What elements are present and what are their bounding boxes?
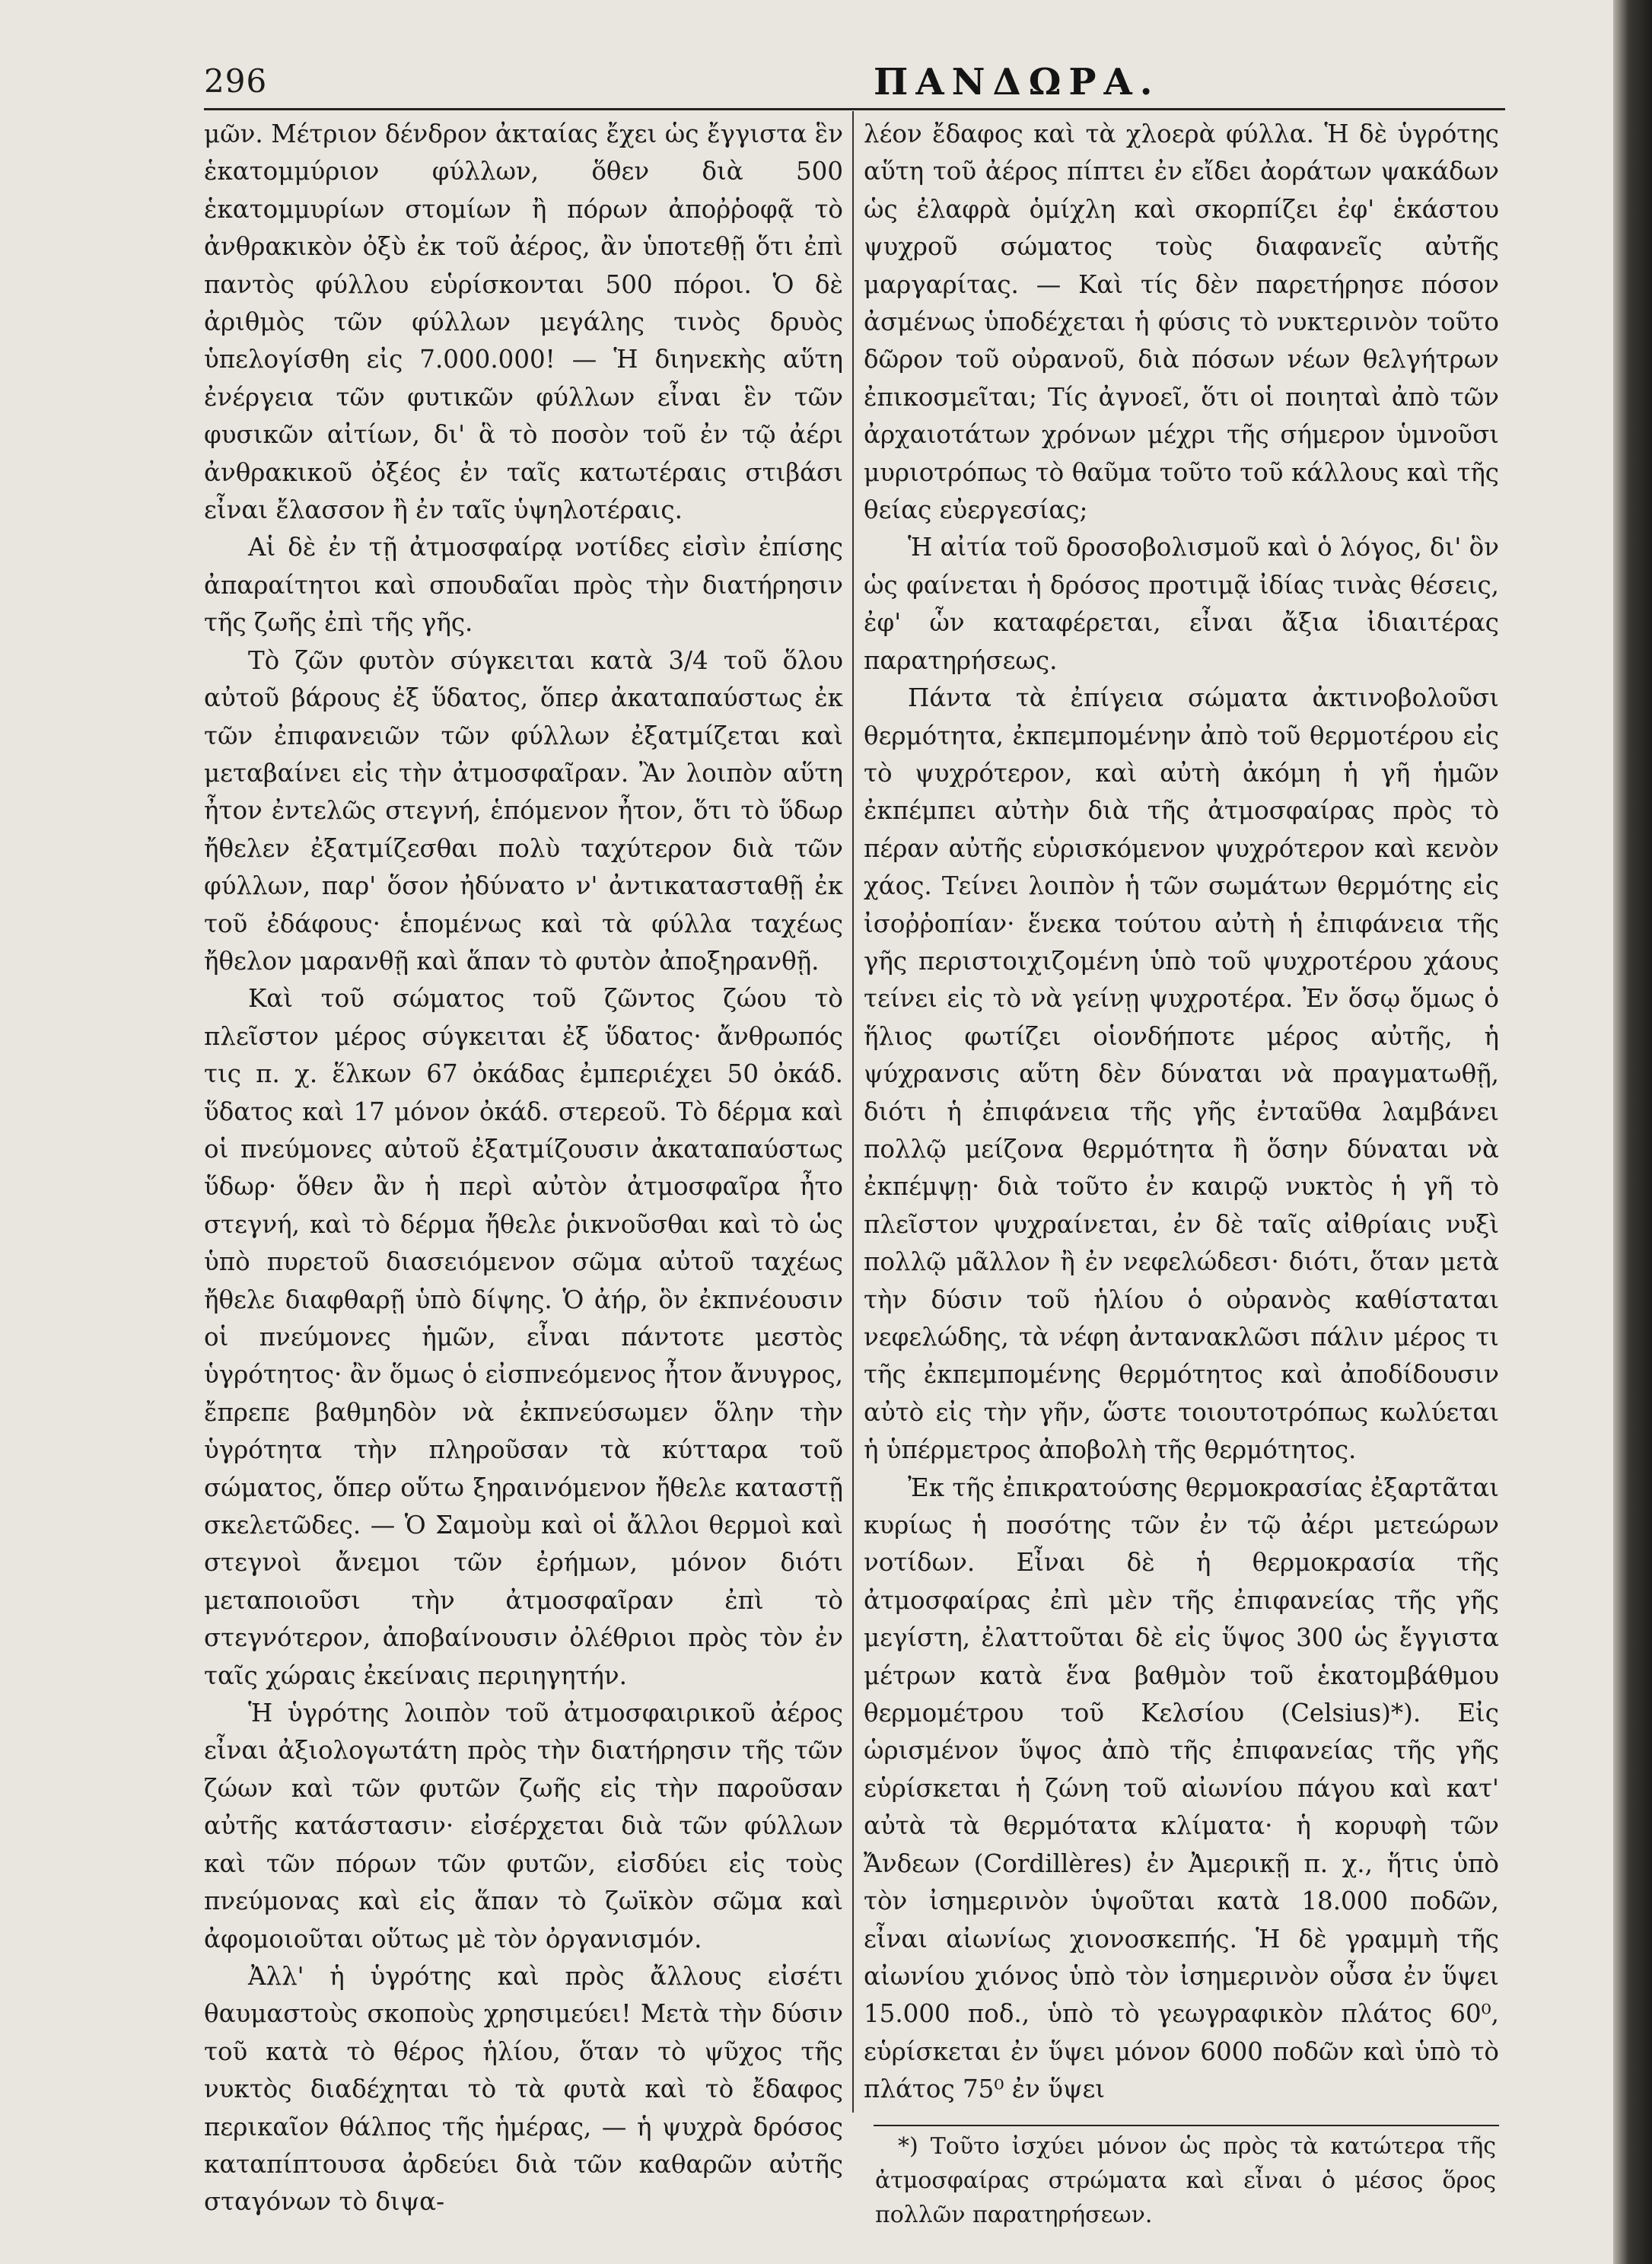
paragraph: Τὸ ζῶν φυτὸν σύγκειται κατὰ 3/4 τοῦ ὅλου αὐτοῦ βάρους ἐξ ὕδατος, ὅπερ ἀκαταπαύστως ἐκ τῶν ἐπιφανειῶν τῶν φύλλων ἐξατμίζεται καὶ μεταβαίνει εἰς τὴν ἀτμοσφαῖραν. Ἂν λοιπὸν αὕτη ἦτον ἐντελῶς στεγνή, ἑπόμενον ἦτον, ὅτι τὸ ὕδωρ ἤθελεν ἐξατμίζεσθαι πολὺ ταχύτερον διὰ τῶν φύλλων, παρ' ὅσον ἠδύνατο ν' ἀντικατασταθῇ ἐκ τοῦ ἐδάφους· ἑπομένως καὶ τὰ φύλλα ταχέως ἤθελον μαρανθῇ καὶ ἅπαν τὸ φυτὸν ἀποξηρανθῇ.: [204, 645, 843, 976]
paragraph: Ἀλλ' ἡ ὑγρότης καὶ πρὸς ἄλλους εἰσέτι θαυμαστοὺς σκοποὺς χρησιμεύει! Μετὰ τὴν δύσιν τοῦ κατὰ τὸ θέρος ἡλίου, ὅταν τὸ ψῦχος τῆς νυκτὸς διαδέχηται τὸ τὰ φυτὰ καὶ τὸ ἔδαφος περικαῖον θάλπος τῆς ἡμέρας, — ἡ ψυχρὰ δρόσος καταπίπτουσα ἀρδεύει διὰ τῶν καθαρῶν αὐτῆς σταγόνων τὸ διψα-: [204, 1961, 843, 2217]
paragraph: Πάντα τὰ ἐπίγεια σώματα ἀκτινοβολοῦσι θερμότητα, ἐκπεμπομένην ἀπὸ τοῦ θερμοτέρου εἰς τὸ ψυχρότερον, καὶ αὐτὴ ἀκόμη ἡ γῆ ἡμῶν ἐκπέμπει αὐτὴν διὰ τῆς ἀτμοσφαίρας πρὸς τὸ πέραν αὐτῆς εὑρισκόμενον ψυχρότερον καὶ κενὸν χάος. Τείνει λοιπὸν ἡ τῶν σωμάτων θερμότης εἰς ἰσοῤῥοπίαν· ἕνεκα τούτου αὐτὴ ἡ ἐπιφάνεια τῆς γῆς περιστοιχιζομένη ὑπὸ τοῦ ψυχροτέρου χάους τείνει εἰς τὸ νὰ γείνῃ ψυχροτέρα. Ἐν ὅσῳ ὅμως ὁ ἥλιος φωτίζει οἱονδήποτε μέρος αὐτῆς, ἡ ψύχρανσις αὕτη δὲν δύναται νὰ πραγματωθῇ, διότι ἡ ἐπιφάνεια τῆς γῆς ἐνταῦθα λαμβάνει πολλῷ μείζονα θερμότητα ἢ ὅσην δύναται νὰ ἐκπέμψῃ· διὰ τοῦτο ἐν καιρῷ νυκτὸς ἡ γῆ τὸ πλεῖστον ψυχραίνεται, ἐν δὲ ταῖς αἰθρίαις νυξὶ πολλῷ μᾶλλον ἢ ἐν νεφελώδεσι· διότι, ὅταν μετὰ τὴν δύσιν τοῦ ἡλίου ὁ οὐρανὸς καθίσταται νεφελώδης, τὰ νέφη ἀντανακλῶσι πάλιν μέρος τι τῆς ἐκπεμπομένης θερμότητος καὶ ἀποδίδουσιν αὐτὸ εἰς τὴν γῆν, ὥστε τοιουτοτρόπως κωλύεται ἡ ὑπέρμετρος ἀποβολὴ τῆς θερμότητος.: [864, 683, 1499, 1465]
paragraph: Ἐκ τῆς ἐπικρατούσης θερμοκρασίας ἐξαρτᾶται κυρίως ἡ ποσότης τῶν ἐν τῷ ἀέρι μετεώρων νοτίδων. Εἶναι δὲ ἡ θερμοκρασία τῆς ἀτμοσφαίρας ἐπὶ μὲν τῆς ἐπιφανείας τῆς γῆς μεγίστη, ἐλαττοῦται δὲ εἰς ὕψος 300 ὡς ἔγγιστα μέτρων κατὰ ἕνα βαθμὸν τοῦ ἑκατομβάθμου θερμομέτρου τοῦ Κελσίου (Celsius)*). Εἰς ὡρισμένον ὕψος ἀπὸ τῆς ἐπιφανείας τῆς γῆς εὑρίσκεται ἡ ζώνη τοῦ αἰωνίου πάγου καὶ κατ' αὐτὰ τὰ θερμότατα κλίματα· ἡ κορυφὴ τῶν Ἄνδεων (Cordillères) ἐν Ἀμερικῇ π. χ., ἥτις ὑπὸ τὸν ἰσημερινὸν ὑψοῦται κατὰ 18.000 ποδῶν, εἶναι αἰωνίως χιονοσκεπής. Ἡ δὲ γραμμὴ τῆς αἰωνίου χιόνος ὑπὸ τὸν ἰσημερινὸν οὖσα ἐν ὕψει 15.000 ποδ., ὑπὸ τὸ γεωγραφικὸν πλάτος 60⁰, εὑρίσκεται ἐν ὕψει μόνον 6000 ποδῶν καὶ ὑπὸ τὸ πλάτος 75⁰ ἐν ὕψει: [864, 1473, 1499, 2104]
paragraph: Καὶ τοῦ σώματος τοῦ ζῶντος ζώου τὸ πλεῖστον μέρος σύγκειται ἐξ ὕδατος· ἄνθρωπός τις π. χ. ἕλκων 67 ὀκάδας ἐμπεριέχει 50 ὀκάδ. ὕδατος καὶ 17 μόνον ὀκάδ. στερεοῦ. Τὸ δέρμα καὶ οἱ πνεύμονες αὐτοῦ ἐξατμίζουσιν ἀκαταπαύστως ὕδωρ· ὅθεν ἂν ἡ περὶ αὐτὸν ἀτμοσφαῖρα ἦτο στεγνή, καὶ τὸ δέρμα ἤθελε ῥικνοῦσθαι καὶ τὸ ὡς ὑπὸ πυρετοῦ διασειόμενον σῶμα αὐτοῦ ταχέως ἤθελε διαφθαρῇ ὑπὸ δίψης. Ὁ ἀήρ, ὃν ἐκπνέουσιν οἱ πνεύμονες ἡμῶν, εἶναι πάντοτε μεστὸς ὑγρότητος· ἂν ὅμως ὁ εἰσπνεόμενος ἦτον ἄνυγρος, ἔπρεπε βαθμηδὸν νὰ ἐκπνεύσωμεν ὅλην τὴν ὑγρότητα τὴν πληροῦσαν τὰ κύτταρα τοῦ σώματος, ὅπερ οὕτω ξηραινόμενον ἤθελε καταστῇ σκελετῶδες. — Ὁ Σαμοὺμ καὶ οἱ ἄλλοι θερμοὶ καὶ στεγνοὶ ἄνεμοι τῶν ἐρήμων, μόνον διότι μεταποιοῦσι τὴν ἀτμοσφαῖραν ἐπὶ τὸ στεγνότερον, ἀποβαίνουσιν ὀλέθριοι πρὸς τὸν ἐν ταῖς χώραις ἐκείναις περιηγητήν.: [204, 984, 843, 1690]
column-divider: [852, 111, 854, 2113]
paragraph: Αἱ δὲ ἐν τῇ ἀτμοσφαίρᾳ νοτίδες εἰσὶν ἐπίσης ἀπαραίτητοι καὶ σπουδαῖαι πρὸς τὴν διατήρησιν τῆς ζωῆς ἐπὶ τῆς γῆς.: [204, 533, 843, 638]
footnote-rule: [874, 2125, 1499, 2126]
page-header: [204, 62, 1499, 108]
header-rule: [204, 108, 1505, 110]
running-title: ΠΑΝΔΩΡΑ.: [874, 61, 1160, 103]
page-edge-shadow: [1613, 0, 1652, 2264]
paragraph: Ἡ αἰτία τοῦ δροσοβολισμοῦ καὶ ὁ λόγος, δι' ὃν ὡς φαίνεται ἡ δρόσος προτιμᾷ ἰδίας τινὰς θέσεις, ἐφ' ὧν καταφέρεται, εἶναι ἄξια ἰδιαιτέρας παρατηρήσεως.: [864, 533, 1499, 675]
page-number: 296: [204, 62, 268, 100]
footnote: *) Τοῦτο ἰσχύει μόνον ὡς πρὸς τὰ κατώτερα τῆς ἀτμοσφαίρας στρώματα καὶ εἶναι ὁ μέσος ὅρος πολλῶν παρατηρήσεων.: [875, 2133, 1496, 2228]
paragraph: λέον ἔδαφος καὶ τὰ χλοερὰ φύλλα. Ἡ δὲ ὑγρότης αὕτη τοῦ ἀέρος πίπτει ἐν εἴδει ἀοράτων ψακάδων ὡς ἐλαφρὰ ὁμίχλη καὶ σκορπίζει ἐφ' ἑκάστου ψυχροῦ σώματος τοὺς διαφανεῖς αὐτῆς μαργαρίτας. — Καὶ τίς δὲν παρετήρησε πόσον ἀσμένως ὑποδέχεται ἡ φύσις τὸ νυκτερινὸν τοῦτο δῶρον τοῦ οὐρανοῦ, διὰ πόσων νέων θελγήτρων ἐπικοσμεῖται; Τίς ἀγνοεῖ, ὅτι οἱ ποιηταὶ ἀπὸ τῶν ἀρχαιοτάτων χρόνων μέχρι τῆς σήμερον ὑμνοῦσι μυριοτρόπως τὸ θαῦμα τοῦτο τοῦ κάλλους καὶ τῆς θείας εὐεργεσίας;: [864, 119, 1499, 525]
left-column: [204, 116, 843, 2221]
paragraph: μῶν. Μέτριον δένδρον ἀκταίας ἔχει ὡς ἔγγιστα ἓν ἑκατομμύριον φύλλων, ὅθεν διὰ 500 ἑκατομμυρίων στομίων ἢ πόρων ἀποῤῥοφᾷ τὸ ἀνθρακικὸν ὀξὺ ἐκ τοῦ ἀέρος, ἂν ὑποτεθῇ ὅτι ἐπὶ παντὸς φύλλου εὑρίσκονται 500 πόροι. Ὁ δὲ ἀριθμὸς τῶν φύλλων μεγάλης τινὸς δρυὸς ὑπελογίσθη εἰς 7.000.000! — Ἡ διηνεκὴς αὕτη ἐνέργεια τῶν φυτικῶν φύλλων εἶναι ἓν τῶν φυσικῶν αἰτίων, δι' ἃ τὸ ποσὸν τοῦ ἐν τῷ ἀέρι ἀνθρακικοῦ ὀξέος ἐν ταῖς κατωτέραις στιβάσι εἶναι ἔλασσον ἢ ἐν ταῖς ὑψηλοτέραις.: [204, 119, 843, 525]
paragraph: Ἡ ὑγρότης λοιπὸν τοῦ ἀτμοσφαιρικοῦ ἀέρος εἶναι ἀξιολογωτάτη πρὸς τὴν διατήρησιν τῆς τῶν ζώων καὶ τῶν φυτῶν ζωῆς εἰς τὴν παροῦσαν αὐτῆς κατάστασιν· εἰσέρχεται διὰ τῶν φύλλων καὶ τῶν πόρων τῶν φυτῶν, εἰσδύει εἰς τοὺς πνεύμονας καὶ εἰς ἅπαν τὸ ζωϊκὸν σῶμα καὶ ἀφομοιοῦται οὕτως μὲ τὸν ὀργανισμόν.: [204, 1699, 843, 1954]
right-column: [864, 116, 1499, 2109]
